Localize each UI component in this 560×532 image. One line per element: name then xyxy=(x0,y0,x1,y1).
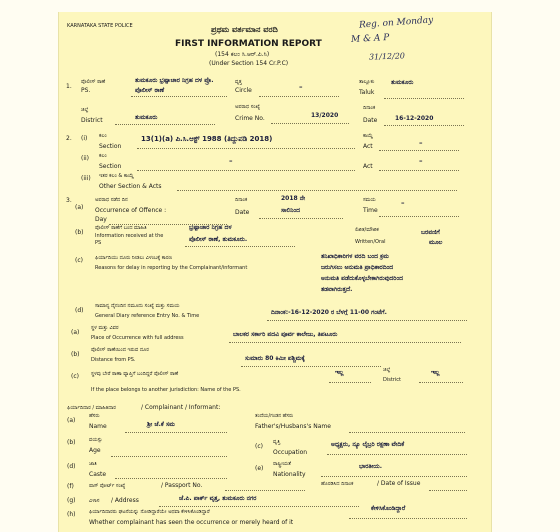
date-label: Date xyxy=(363,117,378,124)
time-label-kn: ಸಮಯ xyxy=(363,197,376,203)
nationality-label-kn: ರಾಷ್ಟ್ರೀಯತೆ xyxy=(273,461,291,467)
caste-label: Caste xyxy=(89,471,107,478)
place-value: ಬಾಲಕರ ಸರ್ಕಾರಿ ಪದವಿ ಪೂರ್ವ ಕಾಲೇಜು, ತಿಪಟೂರು xyxy=(233,331,338,338)
item-number-1: 1. xyxy=(66,83,72,90)
juris-label-kn: ಸ್ಥಳವು ಬೇರೆ ಠಾಣಾ ವ್ಯಾಪ್ತಿಗೆ ಬಂದಿದ್ದರೆ ಪೊಲೀಸ್ ಠಾಣೆ xyxy=(91,371,179,377)
agency-name: KARNATAKA STATE POLICE xyxy=(67,23,133,29)
crime-value: 13/2020 xyxy=(311,112,339,119)
sub-3a: (a) xyxy=(75,204,84,211)
address-value: ಜೆ.ಪಿ. ಪಾರ್ಕ್ ವೃತ್ತ, ತುಮಕೂರು ನಗರ xyxy=(179,495,257,502)
sub-3d: (d) xyxy=(75,307,84,314)
item-number-2: 2. xyxy=(66,135,72,142)
district-label: District xyxy=(81,117,103,124)
dist-label: Distance from PS. xyxy=(91,357,136,363)
juris-district-value: ಇಲ್ಲ xyxy=(431,369,440,376)
juris-district-kn: ಜಿಲ್ಲೆ xyxy=(383,367,391,373)
info-value: ಭ್ರಷ್ಟಾಚಾರ ನಿಗ್ರಹ ದಳ xyxy=(189,224,232,231)
sub-5e: (e) xyxy=(255,465,264,472)
circle-label-kn: ವೃತ್ತ xyxy=(235,79,242,85)
name-label: Name xyxy=(89,423,107,430)
juris-value: ಇಲ್ಲ xyxy=(335,369,344,376)
delay-label: Reasons for delay in reporting by the Complainant/informant xyxy=(95,265,248,271)
taluk-label-kn: ತಾಲ್ಲೂಕು xyxy=(359,79,375,85)
sub-5b: (b) xyxy=(67,439,76,446)
occ-date-value: 2018 ನೇ xyxy=(281,195,306,202)
dist-label-kn: ಪೊಲೀಸ್ ಠಾಣೆಯಿಂದ ಇರುವ ದೂರ xyxy=(91,347,149,353)
nationality-label: Nationality xyxy=(273,471,306,478)
other-label: Other Section & Acts xyxy=(99,183,162,190)
ps-label-kn: ಪೊಲೀಸ್ ಠಾಣೆ xyxy=(81,79,106,85)
sub-5g: (g) xyxy=(67,497,76,504)
juris-label: If the place belongs to another jurisdiction: Name of the PS. xyxy=(91,387,241,393)
section2-label: Section xyxy=(99,163,122,170)
seen-label-kn: ಫಿರ್ಯಾದಿದಾರರು ಘಟನೆಯನ್ನು ನೋಡಿದ್ದಾರೆಯೇ ಅಥವಾ ಕೇಳಿಸಿಕೊಂಡಿದ್ದಾರೆ xyxy=(89,509,210,515)
info-label-kn: ಪೊಲೀಸ್ ಠಾಣೆಗೆ ಬಂದ ಮಾಹಿತಿ xyxy=(95,225,147,231)
sub-5c: (c) xyxy=(255,443,263,450)
signature-line-2: M & A P xyxy=(350,33,390,45)
age-label-kn: ವಯಸ್ಸು xyxy=(89,437,103,443)
occ-date-label: Date xyxy=(235,209,250,216)
section-label: Section xyxy=(99,143,122,150)
document-title: FIRST INFORMATION REPORT xyxy=(175,39,322,49)
occ-label-kn: ಅಪರಾಧ ನಡೆದ ದಿನ xyxy=(95,197,128,203)
taluk-value: ತುಮಕೂರು xyxy=(391,79,414,86)
seen-label: Whether complainant has seen the occurrence or merely heard of it xyxy=(89,519,294,526)
father-label-kn: ತಂದೆಯ/ಗಂಡನ ಹೆಸರು xyxy=(255,413,294,419)
name-value: ಶ್ರೀ ಜೆ.ಕೆ ಸಮ xyxy=(147,421,175,428)
sub-5a: (a) xyxy=(67,417,76,424)
father-label: Father's/Husbans's Name xyxy=(255,423,331,430)
date-value: 16-12-2020 xyxy=(395,115,434,122)
sub-iii: (iii) xyxy=(81,175,91,182)
juris-district-label: District xyxy=(383,377,401,383)
written-value: ಬರವಣಿಗೆ xyxy=(421,229,440,236)
caste-label-kn: ಜಾತಿ xyxy=(89,461,97,467)
address-label: / Address xyxy=(111,497,139,504)
seen-value: ಕೇಳಿಸಿಕೊಂಡಿದ್ದಾರೆ xyxy=(371,505,406,512)
written-value-2: ಮೂಲ xyxy=(429,239,443,246)
other-label-kn: ಇತರ ಕಲಂ & ಕಾಯ್ದೆ xyxy=(99,173,134,179)
occupation-label-kn: ವೃತ್ತಿ xyxy=(273,439,281,445)
title-kannada: ಪ್ರಥಮ ವರ್ತಮಾನ ವರದಿ xyxy=(211,25,278,34)
occ-label: Occurrence of Offence : xyxy=(95,207,167,214)
sub-3b: (b) xyxy=(75,229,84,236)
gd-value: ದಿನಾಂಕ:-16-12-2020 ರ ಬೆಳಗ್ಗೆ 11-00 ಗಂಟೆಗೆ. xyxy=(271,309,387,316)
occupation-value: ಅಧ್ಯಕ್ಷರು, ನ್ಯೂ ಲೈಬ್ರರಿ ರಕ್ಷಣಾ ವೇದಿಕೆ xyxy=(331,441,405,448)
info-label: Information received at the xyxy=(95,233,164,239)
delay-value-3: ಅನುಮತಿ ಪಡೆದುಕೊಳ್ಳಬೇಕಾಗಿರುವುದರಿಂದ xyxy=(321,275,403,282)
district-label-kn: ಜಿಲ್ಲೆ xyxy=(81,107,89,113)
dist-value: ಸುಮಾರು 80 ಕಿಮೀ ಪಶ್ಚಿಮಕ್ಕೆ xyxy=(245,355,305,362)
sub-5f: (f) xyxy=(67,483,74,490)
item-number-3: 3. xyxy=(66,197,72,204)
place-label-kn: ಸ್ಥಳ ಮತ್ತು ವಿವರ xyxy=(91,325,119,331)
district-value: ತುಮಕೂರು xyxy=(135,114,158,121)
crime-label-kn: ಅಪರಾಧ ಸಂಖ್ಯೆ xyxy=(235,104,261,110)
sub-ii: (ii) xyxy=(81,155,90,162)
section2-value: – xyxy=(229,157,233,165)
delay-label-kn: ಫಿರ್ಯಾದಿಯು ದೂರು ನೀಡಲು ವಿಳಂಬಕ್ಕೆ ಕಾರಣ xyxy=(95,255,173,261)
complainant-title-kn: ಫಿರ್ಯಾದಿದಾರ / ಮಾಹಿತಿದಾರ xyxy=(67,405,116,411)
sub-5d: (d) xyxy=(67,463,76,470)
signature-line-1: Reg. on Monday xyxy=(358,15,434,31)
nationality-value: ಭಾರತೀಯ. xyxy=(359,463,383,470)
passport-label: / Passport No. xyxy=(161,482,203,489)
section-note: (Under Section 154 Cr.P.C) xyxy=(209,60,289,67)
sub-i: (i) xyxy=(81,135,88,142)
time-value: – xyxy=(401,199,405,207)
act2-label: Act xyxy=(363,163,373,170)
delay-value-2: ಜರುಗಿಸಲು ಅನುಮತಿ ಪ್ರಾಧಿಕಾರದಿಂದ xyxy=(321,264,394,271)
date-label-kn: ದಿನಾಂಕ xyxy=(363,105,376,111)
delay-value-1: ತನಿಖಾಧಿಕಾರಿಗಳ ವರದಿ ಬಂದ ಕ್ರಮ xyxy=(321,253,389,260)
ps-value: ತುಮಕೂರು ಭ್ರಷ್ಟಾಚಾರ ನಿಗ್ರಹ ದಳ ಪ್ರೊ. xyxy=(135,77,214,84)
passport-label-kn: ಪಾಸ್ ಪೋರ್ಟ್ ಸಂಖ್ಯೆ xyxy=(89,483,126,489)
circle-value: – xyxy=(299,83,303,91)
occupation-label: Occupation xyxy=(273,449,308,456)
sub-4a: (a) xyxy=(71,329,80,336)
taluk-label: Taluk xyxy=(359,89,375,96)
time-label: Time xyxy=(363,207,378,214)
ps-value-2: ಪೊಲೀಸ್ ಠಾಣೆ xyxy=(135,87,165,94)
act-label-kn: ಕಾಯ್ದೆ xyxy=(363,133,374,139)
section-value: 13(1)(a) ಪಿ.ಸಿ.ಆಕ್ಟ್ 1988 (ತಿದ್ದುಪಡಿ 2018) xyxy=(141,135,273,143)
section2-label-kn: ಕಲಂ xyxy=(99,153,107,159)
sub-3c: (c) xyxy=(75,257,83,264)
occ-date-kn: ದಿನಾಂಕ xyxy=(235,197,248,203)
address-label-kn: ವಿಳಾಸ xyxy=(89,498,100,504)
day-label: Day xyxy=(95,216,107,223)
act-value: – xyxy=(419,139,423,147)
issue-label-kn: ಹೊರಡಿಸಿದ ದಿನಾಂಕ xyxy=(321,481,354,487)
written-label-kn: ಲಿಖಿತ/ಮೌಖಿಕ xyxy=(355,227,379,233)
sub-5h: (h) xyxy=(67,511,76,518)
crime-label: Crime No. xyxy=(235,115,265,122)
gd-label: General Diary reference Entry No. & Time xyxy=(95,313,200,319)
info-value-2: ಪೊಲೀಸ್ ಠಾಣೆ, ತುಮಕೂರು. xyxy=(189,236,248,243)
age-label: Age xyxy=(89,447,101,454)
written-label: Written/Oral xyxy=(355,239,386,245)
fir-document xyxy=(58,12,492,532)
delay-value-4: ತಡವಾಗಿರುತ್ತದೆ. xyxy=(321,286,353,293)
info-label-2: PS xyxy=(95,240,102,246)
issue-label: / Date of Issue xyxy=(377,480,421,487)
occ-date-value-2: ಸಾಲಿನಿಂದ xyxy=(281,207,300,214)
place-label: Place of Occurrence with full address xyxy=(91,335,184,341)
section-kannada: (154 ಕಲಂ ಸಿ.ಆರ್.ಪಿ.ಸಿ) xyxy=(215,51,270,58)
gd-label-kn: ಸಾಮಾನ್ಯ ದೈನಂದಿನ ನಮೂದು ಸಂಖ್ಯೆ ಮತ್ತು ಸಮಯ xyxy=(95,303,180,309)
complainant-title: / Complainant / Informant: xyxy=(141,404,221,411)
ps-label: PS. xyxy=(81,87,91,94)
section-label-kn: ಕಲಂ xyxy=(99,133,107,139)
name-label-kn: ಹೆಸರು xyxy=(89,413,100,419)
sub-4c: (c) xyxy=(71,373,79,380)
signature-line-3: 31/12/20 xyxy=(368,51,406,62)
act-label: Act xyxy=(363,143,373,150)
act2-value: – xyxy=(419,157,423,165)
sub-4b: (b) xyxy=(71,351,80,358)
circle-label: Circle xyxy=(235,87,252,94)
